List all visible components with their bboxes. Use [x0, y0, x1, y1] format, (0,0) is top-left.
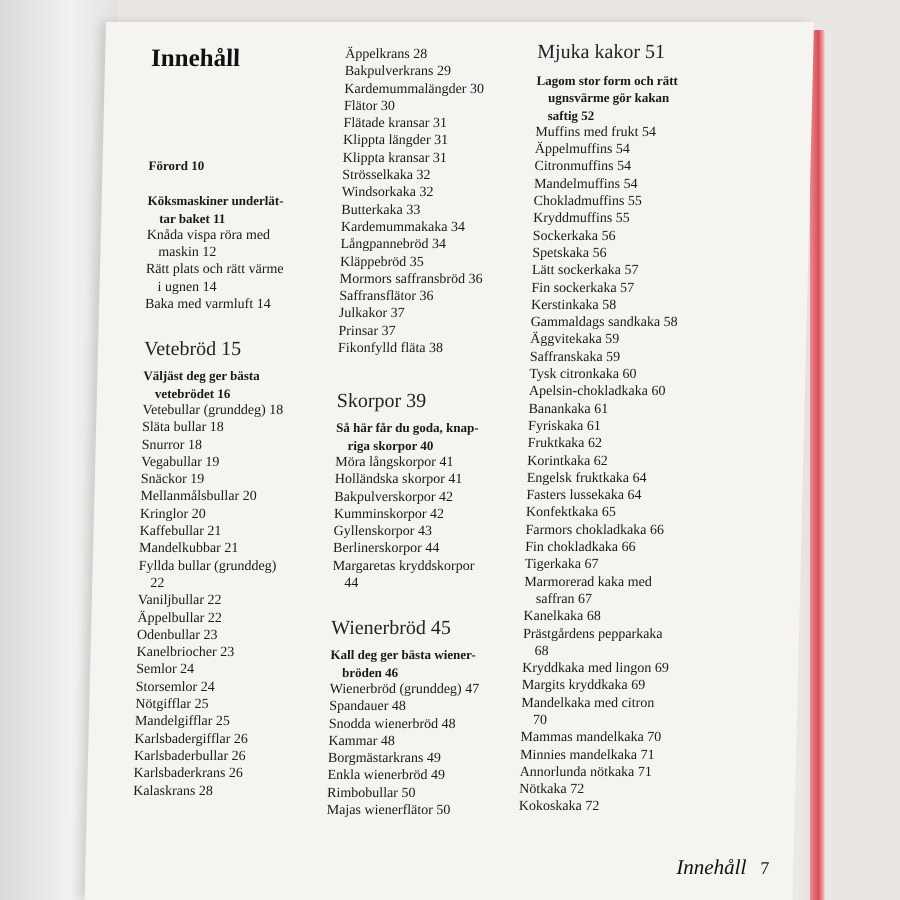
- toc-entry: Marmorerad kaka med saffran 67: [524, 574, 652, 607]
- toc-entry: Engelsk fruktkaka 64: [526, 470, 647, 486]
- toc-entry: Tysk citronkaka 60: [529, 367, 637, 383]
- toc-entry: Kardemummalängder 30: [344, 81, 485, 97]
- toc-entry: Nötgifflar 25: [135, 697, 209, 713]
- toc-entry: Snurror 18: [141, 437, 203, 453]
- toc-entry: Wienerbröd (grunddeg) 47: [329, 681, 480, 697]
- toc-entry: Äppelbullar 22: [137, 610, 222, 626]
- toc-entry: Bakpulverkrans 29: [344, 64, 452, 80]
- toc-entry: Holländska skorpor 41: [334, 472, 463, 488]
- page-footer: [676, 855, 770, 880]
- toc-entry: Windsorkaka 32: [341, 185, 434, 201]
- toc-entry: Snäckor 19: [140, 472, 205, 488]
- toc-entry: Äggvitekaka 59: [530, 332, 620, 348]
- toc-entry: Kall deg ger bästa wiener- bröden 46: [330, 647, 476, 680]
- toc-entry: Lagom stor form och rätt ugnsvärme gör kakan saftig 52: [536, 73, 679, 123]
- toc-entry: Konfektkaka 65: [525, 505, 616, 521]
- toc-entry: Köksmaskiner underlät- tar baket 11: [147, 193, 284, 226]
- toc-entry: Äppelmuffins 54: [534, 142, 631, 158]
- section-heading-wienerbrod: Wienerbröd 45: [330, 617, 452, 640]
- toc-entry: Minnies mandelkaka 71: [519, 747, 655, 763]
- toc-entry: Saffranskaka 59: [529, 349, 621, 365]
- toc-entry: Storsemlor 24: [135, 679, 215, 695]
- toc-entry: Flätor 30: [343, 98, 396, 114]
- toc-entry: Mandelkubbar 21: [138, 541, 239, 557]
- toc-entry: Gyllenskorpor 43: [333, 524, 433, 540]
- toc-entry: Mandelmuffins 54: [533, 176, 638, 192]
- toc-entry: Förord 10: [148, 158, 205, 173]
- toc-entry: Tigerkaka 67: [524, 557, 599, 573]
- toc-entry: Farmors chokladkaka 66: [525, 522, 665, 538]
- toc-entry: Vaniljbullar 22: [137, 593, 222, 609]
- toc-entry: Muffins med frukt 54: [535, 124, 657, 140]
- toc-entry: Julkakor 37: [338, 306, 405, 322]
- toc-entry: Spetskaka 56: [532, 245, 607, 261]
- toc-entry: Sockerkaka 56: [532, 228, 616, 244]
- toc-entry: Karlsbaderbullar 26: [133, 748, 246, 764]
- toc-entry: Berlinerskorpor 44: [332, 541, 440, 557]
- toc-entry: Vegabullar 19: [141, 454, 220, 470]
- toc-entry: Mammas mandelkaka 70: [520, 730, 662, 746]
- section-heading-skorpor: Skorpor 39: [336, 390, 427, 413]
- toc-column-2: [327, 22, 536, 819]
- section-heading-vetebrod: Vetebröd 15: [143, 338, 242, 361]
- toc-entry: Fyllda bullar (grunddeg) 22: [138, 558, 277, 591]
- toc-entry: Fin chokladkaka 66: [524, 540, 636, 556]
- toc-entry: Spandauer 48: [329, 699, 407, 715]
- toc-entry: Kokoskaka 72: [518, 799, 600, 815]
- toc-entry: Mandelkaka med citron 70: [521, 695, 655, 728]
- toc-entry: Nötkaka 72: [519, 782, 585, 798]
- toc-entry: Kerstinkaka 58: [530, 297, 617, 313]
- toc-entry: Kammar 48: [328, 733, 396, 749]
- toc-entry: Klippta kransar 31: [342, 150, 448, 166]
- toc-entry: Kanelkaka 68: [523, 609, 602, 625]
- toc-entry: Gammaldags sandkaka 58: [530, 315, 678, 331]
- toc-entry: Semlor 24: [135, 662, 195, 678]
- toc-entry: Korintkaka 62: [527, 453, 608, 469]
- page-title: Innehåll: [150, 45, 241, 72]
- toc-entry: Så här får du goda, knap- riga skorpor 40: [335, 420, 479, 453]
- toc-entry: Kardemummakaka 34: [340, 219, 466, 235]
- toc-entry: Äppelkrans 28: [345, 47, 428, 62]
- toc-entry: Majas wienerflätor 50: [326, 802, 451, 818]
- toc-entry: Fyriskaka 61: [527, 418, 602, 434]
- toc-entry: Fin sockerkaka 57: [531, 280, 635, 296]
- toc-entry: Rätt plats och rätt värme i ugnen 14: [145, 262, 284, 295]
- toc-entry: Mandelgifflar 25: [134, 714, 231, 730]
- toc-entry: Margits kryddkaka 69: [521, 678, 646, 694]
- toc-entry: Kalaskrans 28: [133, 783, 214, 799]
- toc-entry: Möra långskorpor 41: [335, 454, 454, 470]
- toc-entry: Knåda vispa röra med maskin 12: [146, 227, 271, 261]
- toc-entry: Släta bullar 18: [141, 420, 224, 436]
- toc-entry: Karlsbaderkrans 26: [133, 766, 244, 782]
- toc-entry: Långpannebröd 34: [340, 237, 447, 253]
- toc-entry: Kläppebröd 35: [339, 254, 424, 270]
- toc-entry: Kryddmuffins 55: [533, 211, 630, 227]
- footer-label: Innehåll: [676, 855, 747, 879]
- toc-entry: Fruktkaka 62: [527, 436, 603, 452]
- toc-entry: Karlsbadergifflar 26: [134, 731, 249, 747]
- toc-entry: Apelsin-chokladkaka 60: [528, 384, 666, 400]
- toc-entry: Odenbullar 23: [136, 627, 218, 643]
- toc-entry: Rimbobullar 50: [326, 785, 416, 801]
- toc-entry: Kaffebullar 21: [139, 524, 222, 540]
- toc-entry: Vetebullar (grunddeg) 18: [142, 402, 284, 418]
- toc-entry: Kumminskorpor 42: [333, 506, 445, 522]
- toc-entry: Margaretas kryddskorpor 44: [332, 558, 475, 592]
- toc-entry: Kringlor 20: [139, 506, 206, 522]
- page-number: 7: [760, 858, 770, 878]
- toc-entry: Bakpulverskorpor 42: [334, 489, 454, 505]
- toc-entry: Flätade kransar 31: [343, 116, 448, 132]
- toc-entry: Prinsar 37: [338, 323, 396, 339]
- toc-entry: Fasters lussekaka 64: [526, 488, 642, 504]
- toc-entry: Väljäst deg ger bästa vetebrödet 16: [143, 368, 260, 401]
- toc-entry: Saffransflätor 36: [339, 289, 434, 305]
- section-heading-mjuka-kakor: Mjuka kakor 51: [536, 41, 666, 63]
- toc-entry: Fikonfylld fläta 38: [337, 341, 444, 357]
- toc-entry: Mellanmålsbullar 20: [140, 489, 257, 505]
- toc-entry: Prästgårdens pepparkaka 68: [522, 626, 663, 659]
- toc-entry: Citronmuffins 54: [534, 159, 632, 175]
- red-book-cover: [810, 30, 824, 900]
- toc-entry: Butterkaka 33: [341, 202, 421, 218]
- toc-entry: Annorlunda nötkaka 71: [519, 764, 653, 780]
- toc-entry: Klippta längder 31: [342, 133, 449, 149]
- toc-entry: Banankaka 61: [528, 401, 609, 417]
- toc-entry: Borgmästarkrans 49: [327, 751, 442, 767]
- toc-entry: Chokladmuffins 55: [533, 194, 643, 210]
- toc-entry: Lätt sockerkaka 57: [531, 263, 639, 279]
- toc-column-3: [519, 22, 798, 816]
- toc-entry: Snodda wienerbröd 48: [328, 716, 456, 732]
- toc-column-1: [133, 22, 352, 800]
- toc-entry: Kryddkaka med lingon 69: [522, 661, 669, 677]
- toc-entry: Enkla wienerbröd 49: [327, 768, 446, 784]
- toc-entry: Strösselkaka 32: [342, 168, 431, 184]
- toc-entry: Baka med varmluft 14: [144, 297, 271, 313]
- toc-entry: Mormors saffransbröd 36: [339, 271, 483, 287]
- toc-entry: Kanelbriocher 23: [136, 645, 235, 661]
- contents-page: [85, 22, 814, 900]
